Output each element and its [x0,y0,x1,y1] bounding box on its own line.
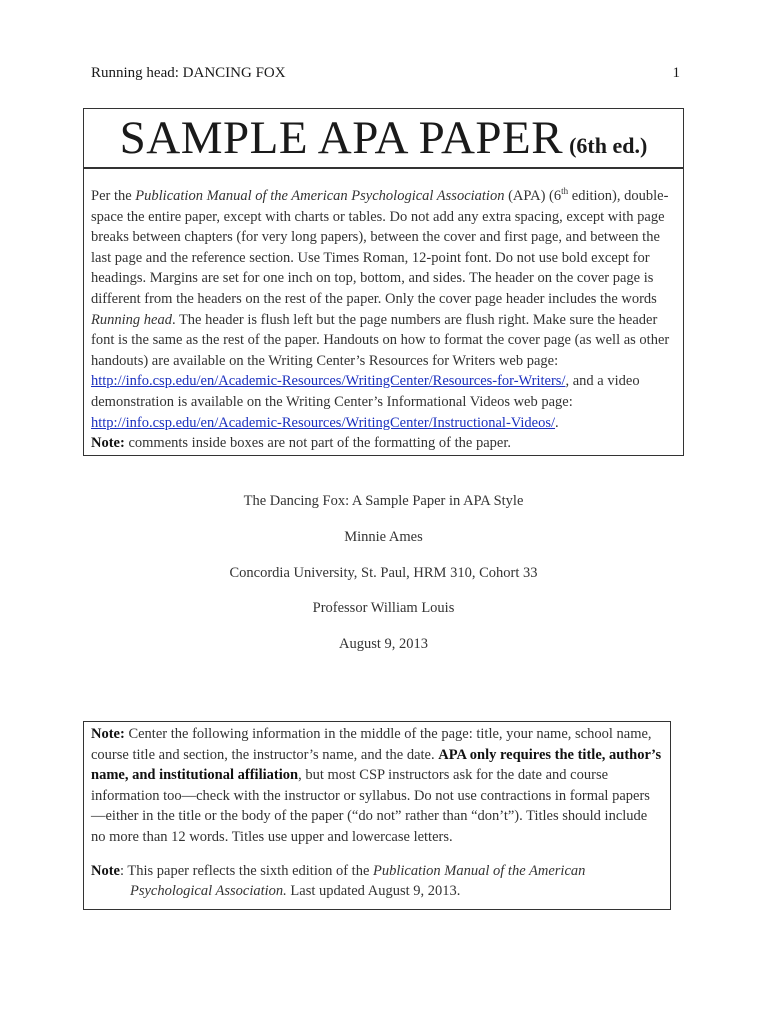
instructional-videos-link[interactable]: http://info.csp.edu/en/Academic-Resources/WritingCenter/Instructional-Videos/ [91,414,556,431]
running-head: Running head: DANCING FOX [91,65,286,81]
note-text: comments inside boxes are not part of the formatting of the paper. [124,435,511,452]
note-label: Note: [91,726,125,742]
notes-text-3: edition), double-space the entire paper, except with charts or tables. Do not add any extra spacing, except with page breaks between chapters (for very long papers), between the cover and first page, and between the last page and the reference section. Use Times Roman, 12-point font. Do not use bold except for headings. Margins are set for one inch on top, bottom, and sides. The header on the cover page is different from the headers on the rest of the paper. Only the cover page header includes the words [91,188,669,307]
note-edition [91,861,663,902]
note-text: Last updated August 9, 2013. [286,883,461,900]
notes-text-5: , and a video demonstration is available on the Writing Center’s Informational Videos web page: [91,373,640,410]
paper-date: August 9, 2013 [338,636,429,652]
note-label: Note [91,862,120,879]
manual-title: Publication Manual of the American Psychological Association. [130,862,586,900]
notes-text-4: . The header is flush left but the page numbers are flush right. Make sure the header font is the same as the rest of the paper. Handouts on how to format the cover page (as well as other handouts) are available on the Writing Center’s Resources for Writers web page: [91,311,670,369]
manual-title: Publication Manual of the American Psychological Association [135,188,505,204]
sample-title-banner [84,109,683,169]
note-center-info [91,724,663,848]
formatting-notes-text [84,169,683,454]
notes-text-2: (APA) (6 [504,188,562,204]
apa-requirement: APA only requires the title, author’s name, and institutional affiliation [91,746,662,784]
page-header [91,62,680,84]
notes-text-6: . [555,414,559,431]
banner-title: SAMPLE APA PAPER [119,112,564,164]
formatting-notes-box [83,108,684,456]
note-text: : This paper reflects the sixth edition of the [120,862,374,879]
institutional-affiliation: Concordia University, St. Paul, HRM 310, Cohort 33 [229,565,538,581]
note-label: Note: [91,435,125,452]
page-number: 1 [672,65,680,81]
notes-text-1: Per the [91,188,136,204]
title-page-notes-box [83,721,671,910]
author-name: Minnie Ames [344,529,423,545]
resources-for-writers-link[interactable]: http://info.csp.edu/en/Academic-Resources/WritingCenter/Resources-for-Writers/ [91,373,566,390]
instructor-name: Professor William Louis [312,600,455,616]
edition-superscript: th [561,186,569,197]
paper-title: The Dancing Fox: A Sample Paper in APA Style [243,493,524,509]
banner-edition: (6th ed.) [569,133,648,158]
note-text: , but most CSP instructors ask for the date and course information too—check with the instructor or syllabus. Do not use contractions in formal papers—either in the title or the body of the paper (“do not” rather than “don’t”). Titles should include no more than 12 words. Titles use upper and lowercase letters. [91,767,650,845]
running-head-term: Running head [91,311,172,328]
note-text: Center the following information in the middle of the page: title, your name, school name, course title and section, the instructor’s name, and the date. [91,726,652,763]
